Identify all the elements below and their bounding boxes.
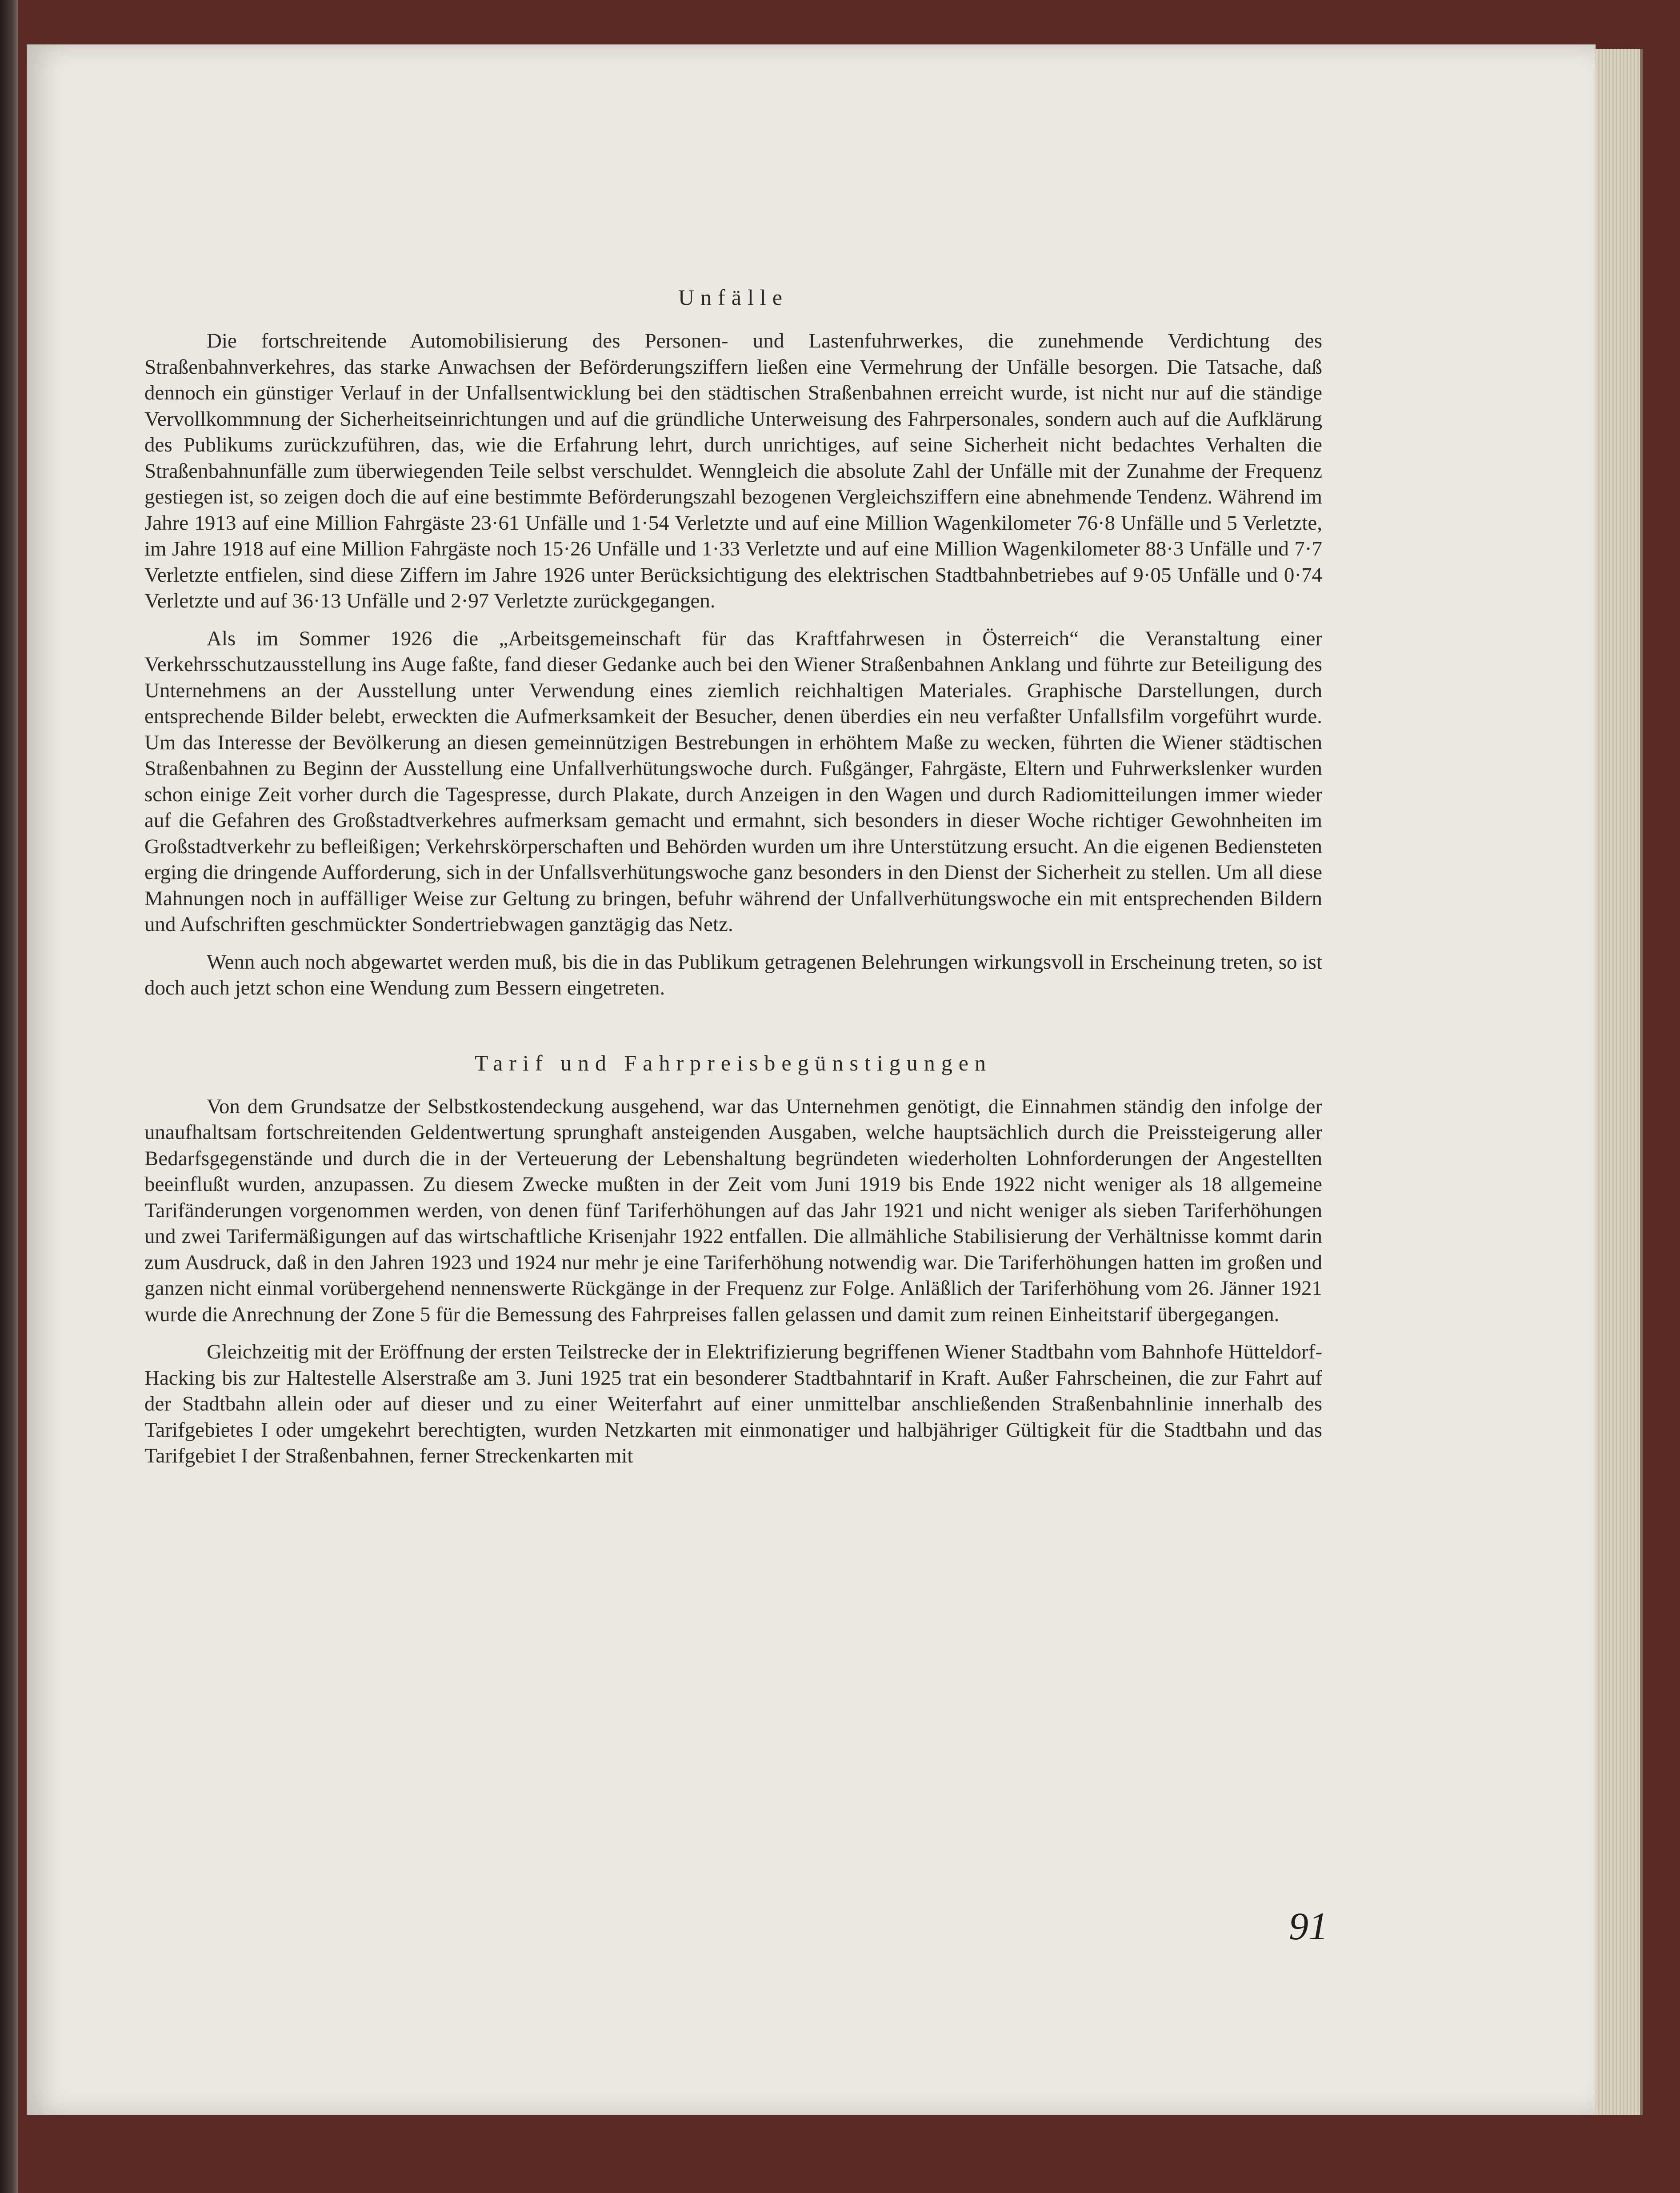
page-number: 91 xyxy=(1289,1905,1328,1948)
paragraph: Gleichzeitig mit der Eröffnung der ersten Teilstrecke der in Elektrifizierung begriffenen Wiener Stadtbahn vom Bahnhofe Hütteldorf-Hacking bis zur Haltestelle Alserstraße am 3. Juni 1925 trat ein besonderer Stadtbahntarif in Kraft. Außer Fahrscheinen, die zur Fahrt auf der Stadtbahn allein oder auf dieser und zu einer Weiterfahrt auf einer unmittelbar anschließenden Straßenbahnlinie innerhalb des Tarifgebietes I oder umgekehrt berechtigten, wurden Netzkarten mit einmonatiger und halbjähriger Gültigkeit für die Stadtbahn und das Tarifgebiet I der Straßenbahnen, ferner Streckenkarten mit xyxy=(144,1340,1322,1467)
section-tariff xyxy=(144,1050,1322,1469)
paragraph: Von dem Grundsatze der Selbstkostendeckung ausgehend, war das Unternehmen genötigt, die Einnahmen ständig den infolge der unaufhaltsam fortschreitenden Geldentwertung sprunghaft ansteigenden Ausgaben, welche hauptsächlich durch die Preissteigerung aller Bedarfsgegenstände und durch die in der Verteuerung der Lebenshaltung begründeten wiederholten Lohnforderungen der Angestellten beeinflußt wurden, anzupassen. Zu diesem Zwecke mußten in der Zeit vom Juni 1919 bis Ende 1922 nicht weniger als 18 allgemeine Tarifänderungen vorgenommen werden, von denen fünf Tariferhöhungen auf das Jahr 1921 und nicht weniger als sieben Tariferhöhungen und zwei Tarifermäßigungen auf das wirtschaftliche Krisenjahr 1922 entfallen. Die allmähliche Stabilisierung der Verhältnisse kommt darin zum Ausdruck, daß in den Jahren 1923 und 1924 nur mehr je eine Tariferhöhung notwendig war. Die Tariferhöhungen hatten im großen und ganzen nicht einmal vorübergehend nennenswerte Rückgänge in der Frequenz zur Folge. Anläßlich der Tariferhöhung vom 26. Jänner 1921 wurde die Anrechnung der Zone 5 für die Bemessung des Fahrpreises fallen gelassen und damit zum reinen Einheitstarif übergegangen. xyxy=(144,1095,1322,1326)
page-content xyxy=(144,236,1322,1481)
paragraph: Die fortschreitende Automobilisierung des Personen- und Lastenfuhrwerkes, die zunehmende Verdichtung des Straßenbahnverkehres, das starke Anwachsen der Beförderungsziffern ließen eine Vermehrung der Unfälle besorgen. Die Tatsache, daß dennoch ein günstiger Verlauf in der Unfallsentwicklung bei den städtischen Straßenbahnen erreicht wurde, ist nicht nur auf die ständige Vervollkommnung der Sicherheitseinrichtungen und auf die gründliche Unterweisung des Fahrpersonales, sondern auch auf die Aufklärung des Publikums zurückzuführen, das, wie die Erfahrung lehrt, durch unrichtiges, auf seine Sicherheit nicht bedachtes Verhalten die Straßenbahnunfälle zum überwiegenden Teile selbst verschuldet. Wenngleich die absolute Zahl der Unfälle mit der Zunahme der Frequenz gestiegen ist, so zeigen doch die auf eine bestimmte Beförderungszahl bezogenen Vergleichsziffern eine abnehmende Tendenz. Während im Jahre 1913 auf eine Million Fahrgäste 23·61 Unfälle und 1·54 Verletzte und auf eine Million Wagenkilometer 76·8 Unfälle und 5 Verletzte, im Jahre 1918 auf eine Million Fahrgäste noch 15·26 Unfälle und 1·33 Verletzte und auf eine Million Wagenkilometer 88·3 Unfälle und 7·7 Verletzte entfielen, sind diese Ziffern im Jahre 1926 unter Berücksichtigung des elektrischen Stadtbahnbetriebes auf 9·05 Unfälle und 0·74 Verletzte und auf 36·13 Unfälle und 2·97 Verletzte zurückgegangen. xyxy=(144,329,1322,612)
section-heading: Tarif und Fahrpreisbegünstigungen xyxy=(475,1050,992,1075)
paragraph: Als im Sommer 1926 die „Arbeitsgemeinschaft für das Kraftfahrwesen in Österreich“ die Veranstaltung einer Verkehrsschutzausstellung ins Auge faßte, fand dieser Gedanke auch bei den Wiener Straßenbahnen Anklang und führte zur Beteiligung des Unternehmens an der Ausstellung unter Verwendung eines ziemlich reichhaltigen Materiales. Graphische Darstellungen, durch entsprechende Bilder belebt, erweckten die Aufmerksamkeit der Besucher, denen überdies ein neu verfaßter Unfallsfilm vorgeführt wurde. Um das Interesse der Bevölkerung an diesen gemeinnützigen Bestrebungen in erhöhtem Maße zu wecken, führten die Wiener städtischen Straßenbahnen zu Beginn der Ausstellung eine Unfallverhütungswoche durch. Fußgänger, Fahrgäste, Eltern und Fuhrwerkslenker wurden schon einige Zeit vorher durch die Tagespresse, durch Plakate, durch Anzeigen in den Wagen und durch Radiomitteilungen immer wieder auf die Gefahren des Großstadtverkehres aufmerksam gemacht und ermahnt, sich besonders in dieser Woche richtiger Gewohnheiten im Großstadtverkehr zu befleißigen; Verkehrskörperschaften und Behörden wurden um ihre Unterstützung ersucht. An die eigenen Bediensteten erging die dringende Aufforderung, sich in der Unfallsverhütungswoche ganz besonders in den Dienst der Sicherheit zu stellen. Um all diese Mahnungen noch in auffälliger Weise zur Geltung zu bringen, befuhr während der Unfallverhütungswoche ein mit entsprechenden Bildern und Aufschriften geschmückter Sondertriebwagen ganztägig das Netz. xyxy=(144,627,1322,936)
paragraph: Wenn auch noch abgewartet werden muß, bis die in das Publikum getragenen Belehrungen wirkungsvoll in Erscheinung treten, so ist doch auch jetzt schon eine Wendung zum Bessern eingetreten. xyxy=(144,950,1322,999)
section-accidents xyxy=(144,284,1322,1001)
book-page xyxy=(27,44,1596,2115)
section-heading: Unfälle xyxy=(678,285,788,310)
